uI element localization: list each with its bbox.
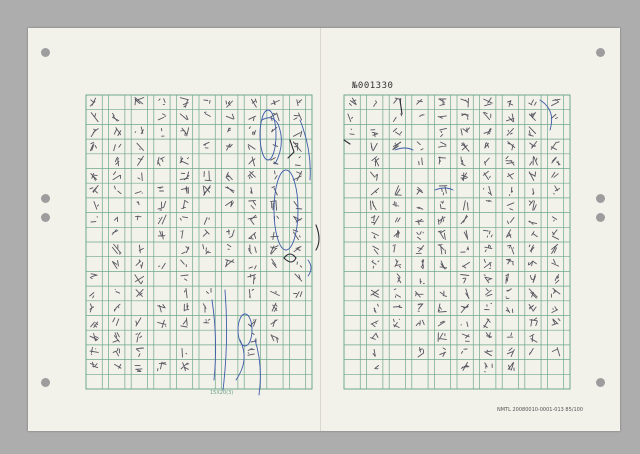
handwritten-character xyxy=(552,230,558,240)
handwritten-character xyxy=(371,188,379,194)
handwritten-character xyxy=(181,318,187,327)
handwritten-character xyxy=(416,320,424,325)
handwritten-character xyxy=(484,98,493,106)
handwritten-character xyxy=(136,289,143,296)
handwritten-character xyxy=(181,128,189,136)
handwritten-character xyxy=(249,157,255,166)
handwritten-character xyxy=(395,259,401,267)
handwritten-character xyxy=(181,260,187,267)
handwritten-character xyxy=(161,129,164,137)
handwritten-character xyxy=(461,275,469,283)
handwritten-character xyxy=(249,266,256,269)
handwritten-character xyxy=(483,112,491,119)
handwritten-character xyxy=(530,142,537,149)
handwritten-character xyxy=(158,201,166,210)
handwritten-character xyxy=(461,362,469,370)
handwritten-character xyxy=(463,201,468,211)
handwritten-character xyxy=(393,305,402,307)
handwritten-character xyxy=(158,362,167,371)
handwritten-character xyxy=(226,172,232,180)
handwritten-character xyxy=(393,244,395,252)
handwritten-character xyxy=(228,128,231,132)
handwritten-character xyxy=(461,215,467,224)
handwritten-character xyxy=(184,303,189,311)
handwritten-character xyxy=(158,305,166,313)
handwritten-character xyxy=(138,173,142,181)
handwritten-character xyxy=(461,247,469,252)
handwritten-character xyxy=(461,128,470,135)
handwritten-character xyxy=(506,259,513,265)
handwritten-character xyxy=(90,274,97,279)
handwritten-character xyxy=(440,201,445,209)
handwritten-character xyxy=(271,320,277,327)
handwritten-character xyxy=(440,261,447,269)
handwritten-character xyxy=(462,334,469,341)
handwritten-character xyxy=(417,142,423,150)
handwritten-character xyxy=(182,247,189,254)
handwritten-character xyxy=(181,275,188,280)
handwritten-character xyxy=(113,113,119,121)
handwritten-character xyxy=(486,289,492,297)
handwritten-character xyxy=(113,172,121,180)
handwritten-character xyxy=(418,304,423,312)
handwritten-character xyxy=(115,157,119,165)
handwritten-character xyxy=(486,200,491,201)
handwritten-character xyxy=(374,101,377,107)
handwritten-character xyxy=(248,349,254,356)
handwritten-character xyxy=(393,202,399,207)
handwritten-character xyxy=(508,218,515,224)
handwritten-character xyxy=(203,304,206,313)
handwritten-character xyxy=(271,246,279,255)
handwritten-character xyxy=(90,348,98,355)
handwritten-character xyxy=(158,215,166,224)
handwritten-character xyxy=(295,157,300,166)
handwritten-character xyxy=(438,230,445,239)
handwritten-character xyxy=(90,293,94,298)
handwritten-character xyxy=(180,217,187,220)
handwritten-character xyxy=(485,143,489,149)
handwritten-character xyxy=(551,142,559,150)
handwritten-character xyxy=(274,216,278,220)
handwritten-character xyxy=(204,319,210,323)
handwritten-character xyxy=(90,333,98,341)
handwritten-character xyxy=(484,259,491,268)
handwritten-character xyxy=(204,100,210,103)
handwritten-character xyxy=(461,304,468,312)
handwritten-character xyxy=(249,289,253,298)
handwritten-character xyxy=(138,156,144,165)
handwritten-character xyxy=(293,142,301,152)
handwritten-character xyxy=(416,219,424,224)
handwritten-character xyxy=(297,262,302,267)
handwritten-character xyxy=(112,230,118,235)
handwritten-character xyxy=(438,116,446,118)
handwritten-character xyxy=(552,259,559,266)
handwritten-character xyxy=(508,362,514,370)
handwritten-character xyxy=(112,244,121,254)
handwritten-character xyxy=(113,318,119,326)
handwritten-character xyxy=(271,335,278,343)
handwritten-character xyxy=(508,245,514,254)
handwritten-character xyxy=(372,261,379,269)
handwritten-character xyxy=(484,275,492,283)
handwritten-character xyxy=(439,186,447,195)
handwritten-character xyxy=(226,201,234,207)
handwritten-character xyxy=(371,172,378,180)
handwritten-character xyxy=(421,260,424,269)
handwritten-character xyxy=(248,145,255,150)
handwritten-character xyxy=(180,114,188,120)
handwritten-character xyxy=(114,217,117,222)
handwritten-character xyxy=(552,172,559,177)
handwritten-character xyxy=(508,142,515,150)
handwritten-character xyxy=(226,114,234,119)
handwritten-character xyxy=(507,348,514,357)
handwritten-character xyxy=(483,171,490,179)
handwritten-character xyxy=(114,304,120,311)
handwritten-character xyxy=(485,350,493,356)
handwritten-character xyxy=(272,259,277,267)
handwritten-character xyxy=(248,171,255,178)
handwritten-character xyxy=(461,173,468,181)
form-code: 15X20(3) xyxy=(210,390,234,396)
handwritten-character xyxy=(91,174,97,181)
handwritten-character xyxy=(94,202,99,210)
handwritten-character xyxy=(371,216,379,225)
handwritten-character xyxy=(530,334,537,342)
handwritten-character xyxy=(464,231,468,240)
handwritten-character xyxy=(90,98,95,106)
handwritten-character xyxy=(420,115,425,117)
handwritten-character xyxy=(249,201,256,210)
handwritten-character xyxy=(295,274,302,281)
handwritten-character xyxy=(227,230,235,238)
handwritten-character xyxy=(417,100,423,105)
handwritten-character xyxy=(181,230,183,238)
handwritten-character xyxy=(293,171,301,180)
handwritten-character xyxy=(461,157,465,166)
handwritten-character xyxy=(297,100,302,106)
handwritten-character xyxy=(226,260,235,267)
handwritten-character xyxy=(529,289,537,298)
handwritten-character xyxy=(90,142,96,150)
handwritten-character xyxy=(249,127,255,135)
handwritten-character xyxy=(485,304,492,310)
handwritten-character xyxy=(552,307,558,313)
handwritten-character xyxy=(136,216,142,220)
handwritten-character xyxy=(397,274,401,283)
handwritten-character xyxy=(393,128,401,135)
handwritten-character xyxy=(293,131,301,137)
handwritten-character xyxy=(294,292,303,298)
handwritten-character xyxy=(371,130,378,137)
handwritten-character xyxy=(439,142,447,147)
handwritten-character xyxy=(438,333,446,342)
handwritten-character xyxy=(350,129,354,134)
handwritten-character xyxy=(115,290,119,294)
handwritten-character xyxy=(506,274,509,283)
handwritten-character xyxy=(530,156,538,165)
handwritten-character xyxy=(394,230,400,237)
handwritten-character xyxy=(552,348,559,356)
handwritten-character xyxy=(439,99,446,106)
handwritten-character xyxy=(136,333,142,342)
handwritten-character xyxy=(184,289,187,298)
handwritten-character xyxy=(551,289,560,298)
handwritten-character xyxy=(461,98,469,107)
handwritten-character xyxy=(204,142,210,148)
handwritten-character xyxy=(506,114,514,122)
handwritten-character xyxy=(438,245,445,254)
handwritten-character xyxy=(226,187,235,193)
handwritten-character xyxy=(438,321,445,326)
handwritten-character xyxy=(135,98,144,105)
handwritten-character xyxy=(440,291,447,296)
handwritten-character xyxy=(552,157,560,165)
handwritten-character xyxy=(91,217,98,222)
handwritten-character xyxy=(507,230,511,238)
handwritten-character xyxy=(112,261,118,269)
handwritten-character xyxy=(486,333,491,338)
handwritten-character xyxy=(182,200,189,208)
handwritten-character xyxy=(226,144,232,150)
handwritten-character xyxy=(180,172,189,180)
handwritten-character xyxy=(508,101,513,107)
handwritten-character xyxy=(484,129,491,135)
handwritten-character xyxy=(393,319,399,327)
handwritten-character xyxy=(419,158,423,165)
handwritten-character xyxy=(136,318,141,326)
handwritten-character xyxy=(203,245,211,254)
handwritten-character xyxy=(506,289,511,299)
handwritten-character xyxy=(203,230,209,237)
handwritten-character xyxy=(272,303,277,311)
handwritten-character xyxy=(204,171,211,181)
handwritten-character xyxy=(204,112,210,116)
handwritten-character xyxy=(139,245,143,253)
handwritten-character xyxy=(507,129,513,136)
handwritten-character xyxy=(438,304,446,312)
handwritten-character xyxy=(461,349,467,353)
handwritten-character xyxy=(158,114,166,120)
handwritten-character xyxy=(529,221,537,224)
handwritten-character xyxy=(249,245,257,254)
handwritten-character xyxy=(438,216,445,224)
handwritten-character xyxy=(137,143,144,150)
handwritten-character xyxy=(528,261,536,266)
handwritten-character xyxy=(348,114,353,122)
handwritten-character xyxy=(462,114,469,119)
handwritten-character xyxy=(182,348,187,357)
handwritten-character xyxy=(440,128,447,136)
handwritten-character xyxy=(529,201,536,211)
handwritten-character xyxy=(136,348,143,357)
handwritten-character xyxy=(203,186,210,196)
handwritten-character xyxy=(248,274,256,283)
handwritten-character xyxy=(135,192,142,194)
handwritten-character xyxy=(158,157,165,166)
handwritten-character xyxy=(394,114,402,122)
handwritten-character xyxy=(418,348,424,358)
handwritten-character xyxy=(91,113,98,122)
handwritten-character xyxy=(158,231,165,239)
handwritten-character xyxy=(530,275,535,283)
handwritten-character xyxy=(294,113,302,120)
handwritten-character xyxy=(158,187,164,191)
handwritten-character xyxy=(113,333,119,343)
handwritten-character xyxy=(552,217,556,221)
handwritten-character xyxy=(114,186,121,194)
handwritten-character xyxy=(271,291,280,295)
handwritten-character xyxy=(181,187,188,194)
handwritten-character xyxy=(485,158,490,165)
handwritten-character xyxy=(417,187,423,194)
handwritten-character xyxy=(466,289,469,299)
handwritten-character xyxy=(373,350,375,357)
handwritten-character xyxy=(91,322,98,328)
handwritten-character xyxy=(552,244,558,253)
handwritten-character xyxy=(554,186,560,194)
handwritten-character xyxy=(551,114,557,118)
handwritten-character xyxy=(507,333,512,337)
handwritten-character xyxy=(485,245,492,252)
handwritten-character xyxy=(395,218,400,222)
handwritten-character xyxy=(114,128,121,136)
handwritten-character xyxy=(227,244,231,249)
handwritten-character xyxy=(271,201,277,211)
handwritten-character xyxy=(181,363,189,371)
handwritten-character xyxy=(485,363,493,372)
handwritten-character xyxy=(420,279,424,284)
handwritten-character xyxy=(158,320,166,328)
handwritten-character xyxy=(416,246,424,254)
handwritten-character xyxy=(349,98,356,105)
handwritten-character xyxy=(135,127,143,134)
handwritten-character xyxy=(115,364,122,368)
handwritten-character xyxy=(506,308,513,313)
handwritten-character xyxy=(373,246,379,254)
handwritten-character xyxy=(371,143,377,151)
handwritten-character xyxy=(371,333,378,339)
handwritten-character xyxy=(484,319,491,328)
handwritten-character xyxy=(372,157,379,166)
handwritten-character xyxy=(159,263,166,268)
handwritten-character xyxy=(90,362,97,367)
handwritten-character xyxy=(463,262,470,268)
handwritten-character xyxy=(204,218,209,225)
handwritten-character xyxy=(416,292,424,297)
handwritten-character xyxy=(271,100,279,104)
handwritten-character xyxy=(529,112,535,120)
handwritten-character xyxy=(251,99,256,107)
handwritten-character xyxy=(226,101,233,107)
handwritten-character xyxy=(508,174,514,179)
handwritten-character xyxy=(371,321,378,327)
handwritten-character xyxy=(91,129,98,137)
handwritten-character xyxy=(113,348,119,356)
handwritten-character xyxy=(533,189,535,195)
handwritten-character xyxy=(206,289,211,294)
handwritten-character xyxy=(90,304,94,312)
handwritten-character xyxy=(507,203,514,210)
handwritten-character xyxy=(417,232,423,240)
handwritten-character xyxy=(294,247,301,252)
handwritten-character xyxy=(529,127,536,136)
handwritten-character xyxy=(374,304,378,312)
handwritten-character xyxy=(529,304,536,311)
handwritten-character xyxy=(529,245,534,252)
handwritten-character xyxy=(90,186,98,193)
handwritten-character xyxy=(249,233,256,240)
handwritten-character xyxy=(371,290,379,297)
handwritten-character xyxy=(439,157,446,164)
manuscript-serial-number: №001330 xyxy=(352,81,394,91)
handwritten-character xyxy=(251,188,252,194)
handwritten-character xyxy=(506,156,514,165)
handwritten-character xyxy=(370,201,376,210)
handwritten-character xyxy=(395,186,401,196)
handwritten-character xyxy=(249,116,256,121)
handwritten-character xyxy=(484,186,492,195)
archive-note: NMTL 20080010-0001-013 85/100 xyxy=(497,407,583,413)
handwritten-character xyxy=(375,366,379,369)
handwritten-character xyxy=(372,233,379,239)
handwritten-character xyxy=(159,99,165,105)
handwritten-character xyxy=(180,157,188,164)
handwritten-character xyxy=(135,275,144,284)
handwritten-character xyxy=(417,207,423,209)
handwritten-character xyxy=(180,98,188,108)
handwritten-character xyxy=(532,232,538,237)
handwritten-character xyxy=(248,215,257,224)
handwritten-character xyxy=(552,319,560,326)
handwritten-character xyxy=(440,348,446,357)
handwritten-character xyxy=(530,349,534,355)
handwritten-character xyxy=(555,275,559,284)
handwritten-character xyxy=(135,365,142,371)
handwritten-character xyxy=(552,99,561,105)
handwritten-character xyxy=(114,144,121,151)
handwritten-character xyxy=(394,289,400,298)
handwritten-character xyxy=(461,322,468,327)
handwritten-character xyxy=(137,202,139,205)
handwritten-character xyxy=(509,187,512,195)
handwritten-character xyxy=(529,100,536,105)
handwritten-character xyxy=(136,260,143,268)
handwritten-character xyxy=(275,171,278,179)
handwritten-character xyxy=(461,143,469,152)
handwritten-character xyxy=(483,230,492,237)
handwritten-character xyxy=(530,318,538,326)
handwritten-character xyxy=(529,172,535,181)
